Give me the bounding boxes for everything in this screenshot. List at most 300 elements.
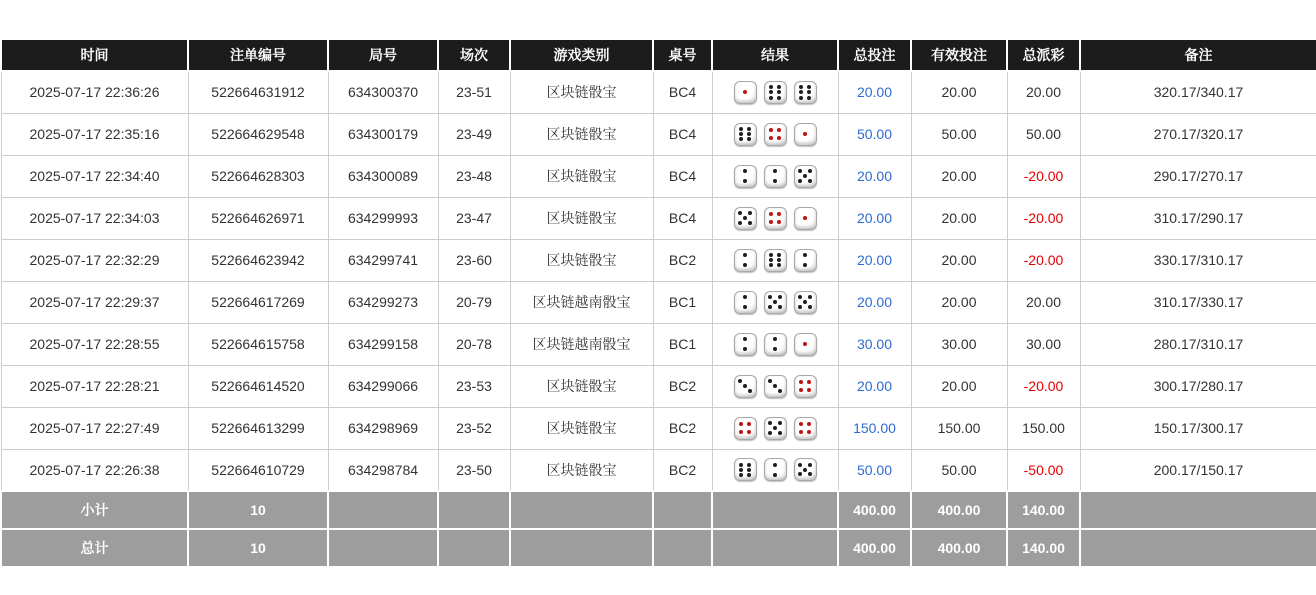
cell-time: 2025-07-17 22:29:37	[1, 281, 188, 323]
die-pip	[808, 305, 812, 309]
cell-valid-bet: 20.00	[911, 281, 1007, 323]
dice-result	[715, 417, 836, 440]
cell-remark: 200.17/150.17	[1080, 449, 1316, 491]
cell-round-id: 634300370	[328, 71, 438, 113]
cell-session: 23-60	[438, 239, 510, 281]
cell-session: 23-48	[438, 155, 510, 197]
die-pip	[773, 169, 777, 173]
subtotal-table-no	[653, 491, 712, 529]
total-session	[438, 529, 510, 567]
cell-remark: 270.17/320.17	[1080, 113, 1316, 155]
cell-total-payout: -20.00	[1007, 197, 1080, 239]
die-pip	[747, 137, 751, 141]
die-pip	[768, 431, 772, 435]
die-pip	[768, 295, 772, 299]
die-pip	[777, 220, 781, 224]
cell-total-bet	[838, 113, 911, 155]
cell-time: 2025-07-17 22:32:29	[1, 239, 188, 281]
die-pip	[807, 380, 811, 384]
die-pip	[807, 388, 811, 392]
die-pip	[778, 389, 782, 393]
total-bet-link[interactable]: 20.00	[856, 168, 893, 184]
total-bet-link[interactable]: 30.00	[856, 336, 893, 352]
dice-icon-2	[764, 333, 787, 356]
die-pip	[808, 169, 812, 173]
cell-total-bet	[838, 197, 911, 239]
table-row	[1, 71, 1316, 113]
die-pip	[798, 295, 802, 299]
die-pip	[769, 96, 773, 100]
cell-table-no: BC2	[653, 365, 712, 407]
cell-game-type: 区块链越南骰宝	[510, 281, 653, 323]
total-bet-link[interactable]: 20.00	[856, 84, 893, 101]
die-pip	[748, 221, 752, 225]
cell-valid-bet: 20.00	[911, 365, 1007, 407]
cell-round-id: 634298969	[328, 407, 438, 449]
cell-total-payout: -50.00	[1007, 449, 1080, 491]
subtotal-round-id	[328, 491, 438, 529]
cell-bet-id: 522664623942	[188, 239, 328, 281]
die-pip	[808, 179, 812, 183]
cell-table-no: BC1	[653, 281, 712, 323]
cell-remark: 280.17/310.17	[1080, 323, 1316, 365]
cell-table-no: BC2	[653, 239, 712, 281]
dice-result	[715, 123, 836, 146]
dice-icon-6	[794, 81, 817, 104]
die-pip	[799, 90, 803, 94]
die-pip	[769, 263, 773, 267]
die-pip	[747, 422, 751, 426]
cell-dice	[712, 407, 838, 449]
die-pip	[739, 430, 743, 434]
die-pip	[777, 90, 781, 94]
cell-total-bet	[838, 365, 911, 407]
total-bet-link[interactable]: 20.00	[856, 378, 893, 394]
cell-bet-id: 522664626971	[188, 197, 328, 239]
cell-total-payout: 50.00	[1007, 113, 1080, 155]
table-row	[1, 449, 1316, 491]
die-pip	[799, 85, 803, 89]
die-pip	[808, 295, 812, 299]
cell-game-type: 区块链骰宝	[510, 71, 653, 113]
total-bet-link[interactable]: 20.00	[856, 210, 893, 226]
cell-session: 23-51	[438, 71, 510, 113]
cell-remark: 310.17/330.17	[1080, 281, 1316, 323]
total-game-type	[510, 529, 653, 567]
cell-valid-bet: 50.00	[911, 113, 1007, 155]
cell-total-payout: -20.00	[1007, 155, 1080, 197]
cell-dice	[712, 71, 838, 113]
dice-icon-5	[764, 291, 787, 314]
column-header-result: 结果	[712, 39, 838, 71]
dice-icon-1	[794, 333, 817, 356]
cell-total-bet	[838, 281, 911, 323]
cell-table-no: BC1	[653, 323, 712, 365]
dice-result	[715, 458, 836, 481]
dice-icon-6	[734, 458, 757, 481]
die-pip	[769, 220, 773, 224]
cell-session: 20-79	[438, 281, 510, 323]
die-pip	[747, 430, 751, 434]
cell-time: 2025-07-17 22:27:49	[1, 407, 188, 449]
die-pip	[798, 472, 802, 476]
header-row	[1, 39, 1316, 71]
subtotal-total-bet: 400.00	[838, 491, 911, 529]
cell-bet-id: 522664628303	[188, 155, 328, 197]
total-label: 总计	[1, 529, 188, 567]
die-pip	[799, 388, 803, 392]
die-pip	[768, 305, 772, 309]
die-pip	[773, 384, 777, 388]
cell-game-type: 区块链骰宝	[510, 113, 653, 155]
die-pip	[739, 422, 743, 426]
die-pip	[803, 300, 807, 304]
cell-session: 20-78	[438, 323, 510, 365]
cell-dice	[712, 113, 838, 155]
total-result	[712, 529, 838, 567]
dice-icon-2	[764, 458, 787, 481]
cell-remark: 320.17/340.17	[1080, 71, 1316, 113]
dice-icon-2	[764, 165, 787, 188]
cell-valid-bet: 150.00	[911, 407, 1007, 449]
die-pip	[798, 463, 802, 467]
die-pip	[743, 263, 747, 267]
die-pip	[769, 253, 773, 257]
table-row	[1, 365, 1316, 407]
die-pip	[743, 179, 747, 183]
cell-total-payout: 20.00	[1007, 281, 1080, 323]
subtotal-result	[712, 491, 838, 529]
cell-game-type: 区块链骰宝	[510, 239, 653, 281]
die-pip	[777, 136, 781, 140]
total-table-no	[653, 529, 712, 567]
total-bet-link[interactable]: 150.00	[853, 420, 896, 436]
die-pip	[748, 211, 752, 215]
total-round-id	[328, 529, 438, 567]
die-pip	[743, 90, 747, 94]
dice-result	[715, 207, 836, 230]
die-pip	[743, 337, 747, 341]
cell-game-type: 区块链骰宝	[510, 365, 653, 407]
dice-icon-6	[764, 249, 787, 272]
dice-icon-2	[734, 291, 757, 314]
die-pip	[738, 379, 742, 383]
die-pip	[778, 305, 782, 309]
cell-remark: 290.17/270.17	[1080, 155, 1316, 197]
column-header-round-id: 局号	[328, 39, 438, 71]
dice-result	[715, 249, 836, 272]
cell-session: 23-53	[438, 365, 510, 407]
cell-bet-id: 522664617269	[188, 281, 328, 323]
total-bet-link[interactable]: 20.00	[856, 294, 893, 310]
cell-game-type: 区块链骰宝	[510, 155, 653, 197]
die-pip	[739, 473, 743, 477]
die-pip	[777, 128, 781, 132]
die-pip	[769, 212, 773, 216]
dice-icon-6	[734, 123, 757, 146]
die-pip	[769, 128, 773, 132]
cell-dice	[712, 449, 838, 491]
cell-round-id: 634300179	[328, 113, 438, 155]
dice-icon-4	[764, 207, 787, 230]
die-pip	[773, 426, 777, 430]
dice-icon-2	[734, 249, 757, 272]
cell-round-id: 634298784	[328, 449, 438, 491]
die-pip	[803, 468, 807, 472]
cell-total-bet	[838, 449, 911, 491]
column-header-time: 时间	[1, 39, 188, 71]
die-pip	[747, 132, 751, 136]
die-pip	[769, 90, 773, 94]
cell-remark: 150.17/300.17	[1080, 407, 1316, 449]
dice-icon-4	[764, 123, 787, 146]
cell-valid-bet: 20.00	[911, 239, 1007, 281]
cell-remark: 300.17/280.17	[1080, 365, 1316, 407]
die-pip	[747, 468, 751, 472]
dice-icon-3	[734, 375, 757, 398]
cell-bet-id: 522664613299	[188, 407, 328, 449]
cell-game-type: 区块链骰宝	[510, 449, 653, 491]
dice-icon-1	[734, 81, 757, 104]
cell-total-bet	[838, 71, 911, 113]
cell-round-id: 634299273	[328, 281, 438, 323]
cell-total-payout: 20.00	[1007, 71, 1080, 113]
die-pip	[807, 430, 811, 434]
die-pip	[778, 421, 782, 425]
cell-session: 23-50	[438, 449, 510, 491]
die-pip	[803, 174, 807, 178]
dice-icon-5	[764, 417, 787, 440]
die-pip	[773, 300, 777, 304]
die-pip	[803, 342, 807, 346]
dice-icon-4	[794, 417, 817, 440]
cell-total-payout: -20.00	[1007, 239, 1080, 281]
die-pip	[798, 169, 802, 173]
die-pip	[739, 468, 743, 472]
cell-session: 23-52	[438, 407, 510, 449]
column-header-valid-bet: 有效投注	[911, 39, 1007, 71]
cell-table-no: BC2	[653, 407, 712, 449]
table-row	[1, 407, 1316, 449]
die-pip	[778, 295, 782, 299]
subtotal-row	[1, 491, 1316, 529]
total-bet-link[interactable]: 50.00	[856, 461, 893, 478]
dice-icon-5	[794, 291, 817, 314]
cell-round-id: 634299066	[328, 365, 438, 407]
dice-result	[715, 375, 836, 398]
cell-bet-id: 522664610729	[188, 449, 328, 491]
cell-total-payout: 150.00	[1007, 407, 1080, 449]
total-total-bet: 400.00	[838, 529, 911, 567]
die-pip	[747, 463, 751, 467]
dice-icon-4	[734, 417, 757, 440]
dice-icon-5	[794, 458, 817, 481]
cell-total-bet	[838, 323, 911, 365]
grand-total-row	[1, 529, 1316, 567]
die-pip	[747, 473, 751, 477]
column-header-bet-id: 注单编号	[188, 39, 328, 71]
cell-valid-bet: 20.00	[911, 197, 1007, 239]
cell-bet-id: 522664615758	[188, 323, 328, 365]
dice-icon-5	[794, 165, 817, 188]
cell-time: 2025-07-17 22:34:40	[1, 155, 188, 197]
dice-icon-4	[794, 375, 817, 398]
column-header-total-bet: 总投注	[838, 39, 911, 71]
subtotal-game-type	[510, 491, 653, 529]
subtotal-total-payout: 140.00	[1007, 491, 1080, 529]
dice-icon-2	[734, 165, 757, 188]
cell-total-bet	[838, 407, 911, 449]
cell-time: 2025-07-17 22:26:38	[1, 449, 188, 491]
cell-total-payout: 30.00	[1007, 323, 1080, 365]
cell-time: 2025-07-17 22:34:03	[1, 197, 188, 239]
die-pip	[773, 347, 777, 351]
die-pip	[748, 389, 752, 393]
total-bet-link[interactable]: 20.00	[856, 252, 893, 268]
die-pip	[799, 96, 803, 100]
die-pip	[768, 379, 772, 383]
cell-dice	[712, 365, 838, 407]
cell-round-id: 634299993	[328, 197, 438, 239]
table-row	[1, 239, 1316, 281]
dice-icon-6	[764, 81, 787, 104]
total-count: 10	[188, 529, 328, 567]
die-pip	[777, 258, 781, 262]
cell-game-type: 区块链骰宝	[510, 197, 653, 239]
cell-bet-id: 522664614520	[188, 365, 328, 407]
die-pip	[807, 90, 811, 94]
die-pip	[747, 127, 751, 131]
cell-valid-bet: 50.00	[911, 449, 1007, 491]
die-pip	[798, 179, 802, 183]
cell-table-no: BC4	[653, 155, 712, 197]
cell-game-type: 区块链骰宝	[510, 407, 653, 449]
cell-session: 23-47	[438, 197, 510, 239]
cell-bet-id: 522664629548	[188, 113, 328, 155]
cell-table-no: BC4	[653, 197, 712, 239]
cell-valid-bet: 30.00	[911, 323, 1007, 365]
die-pip	[777, 263, 781, 267]
subtotal-remark	[1080, 491, 1316, 529]
die-pip	[769, 136, 773, 140]
column-header-session: 场次	[438, 39, 510, 71]
cell-round-id: 634300089	[328, 155, 438, 197]
die-pip	[807, 422, 811, 426]
die-pip	[743, 305, 747, 309]
die-pip	[799, 380, 803, 384]
die-pip	[743, 295, 747, 299]
cell-session: 23-49	[438, 113, 510, 155]
die-pip	[799, 430, 803, 434]
die-pip	[743, 216, 747, 220]
cell-dice	[712, 239, 838, 281]
die-pip	[777, 85, 781, 89]
cell-game-type: 区块链越南骰宝	[510, 323, 653, 365]
dice-icon-2	[734, 333, 757, 356]
table-row	[1, 323, 1316, 365]
dice-icon-2	[794, 249, 817, 272]
die-pip	[803, 216, 807, 220]
die-pip	[743, 169, 747, 173]
die-pip	[768, 421, 772, 425]
die-pip	[777, 96, 781, 100]
dice-icon-1	[794, 207, 817, 230]
cell-table-no: BC4	[653, 113, 712, 155]
cell-total-bet	[838, 239, 911, 281]
cell-total-payout: -20.00	[1007, 365, 1080, 407]
table-row	[1, 197, 1316, 239]
subtotal-label: 小计	[1, 491, 188, 529]
cell-dice	[712, 155, 838, 197]
total-remark	[1080, 529, 1316, 567]
table-row	[1, 281, 1316, 323]
cell-time: 2025-07-17 22:36:26	[1, 71, 188, 113]
total-total-payout: 140.00	[1007, 529, 1080, 567]
column-header-remark: 备注	[1080, 39, 1316, 71]
dice-result	[715, 333, 836, 356]
cell-round-id: 634299741	[328, 239, 438, 281]
cell-dice	[712, 281, 838, 323]
die-pip	[803, 263, 807, 267]
die-pip	[743, 253, 747, 257]
cell-round-id: 634299158	[328, 323, 438, 365]
die-pip	[743, 347, 747, 351]
die-pip	[743, 384, 747, 388]
die-pip	[739, 132, 743, 136]
total-valid-bet: 400.00	[911, 529, 1007, 567]
die-pip	[777, 212, 781, 216]
subtotal-session	[438, 491, 510, 529]
die-pip	[739, 127, 743, 131]
die-pip	[799, 422, 803, 426]
dice-result	[715, 81, 836, 104]
total-bet-link[interactable]: 50.00	[856, 126, 893, 142]
column-header-game-type: 游戏类别	[510, 39, 653, 71]
subtotal-valid-bet: 400.00	[911, 491, 1007, 529]
die-pip	[807, 96, 811, 100]
die-pip	[798, 305, 802, 309]
subtotal-count: 10	[188, 491, 328, 529]
cell-table-no: BC4	[653, 71, 712, 113]
betting-records-table	[0, 38, 1316, 568]
cell-time: 2025-07-17 22:35:16	[1, 113, 188, 155]
die-pip	[773, 337, 777, 341]
die-pip	[773, 473, 777, 477]
cell-time: 2025-07-17 22:28:55	[1, 323, 188, 365]
die-pip	[769, 85, 773, 89]
die-pip	[807, 85, 811, 89]
die-pip	[738, 221, 742, 225]
dice-result	[715, 165, 836, 188]
table-row	[1, 155, 1316, 197]
cell-total-bet	[838, 155, 911, 197]
cell-remark: 330.17/310.17	[1080, 239, 1316, 281]
column-header-table-no: 桌号	[653, 39, 712, 71]
die-pip	[769, 258, 773, 262]
table-row	[1, 113, 1316, 155]
dice-icon-5	[734, 207, 757, 230]
cell-time: 2025-07-17 22:28:21	[1, 365, 188, 407]
die-pip	[808, 463, 812, 467]
cell-valid-bet: 20.00	[911, 71, 1007, 113]
column-header-total-payout: 总派彩	[1007, 39, 1080, 71]
cell-dice	[712, 197, 838, 239]
cell-table-no: BC2	[653, 449, 712, 491]
die-pip	[777, 253, 781, 257]
die-pip	[773, 463, 777, 467]
die-pip	[778, 431, 782, 435]
die-pip	[739, 137, 743, 141]
